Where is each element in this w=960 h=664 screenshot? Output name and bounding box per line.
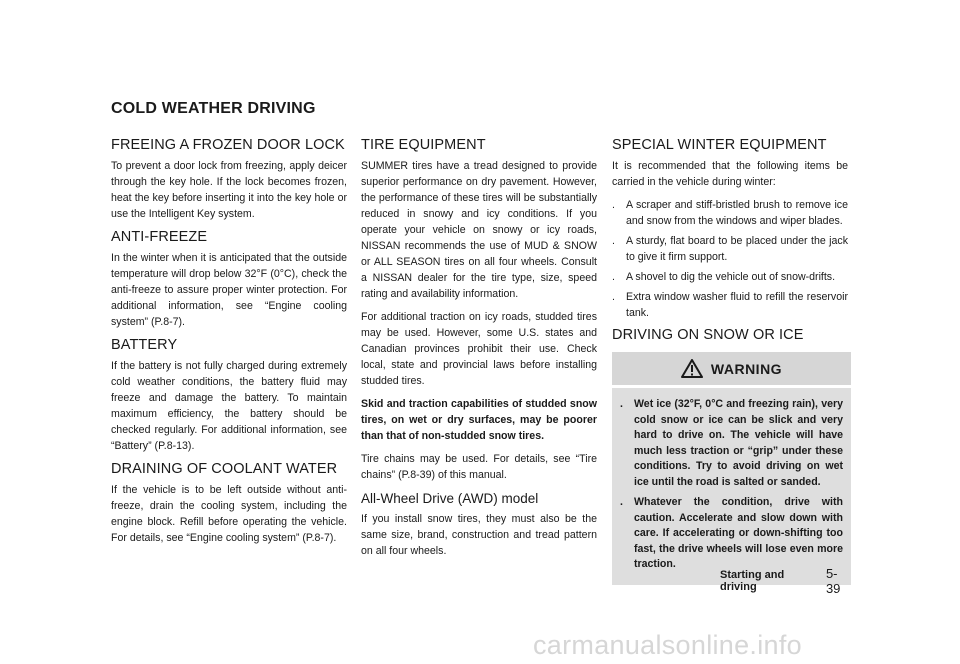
list-item-text: A scraper and stiff-bristled brush to remove ice and snow from the windows and wiper blades. (626, 199, 848, 227)
column-left (111, 137, 347, 553)
bullet-mark: . (620, 496, 623, 508)
heading-antifreeze: ANTI-FREEZE (111, 229, 208, 245)
heading-special-equipment: SPECIAL WINTER EQUIPMENT (612, 137, 827, 153)
warning-body (612, 388, 851, 585)
para-tire-2: For additional traction on icy roads, studded tires may be used. However, some U.S. states and Canadian provinces prohibit their use. Check local, state and provincial laws before installing studded tires. (361, 311, 597, 387)
heading-battery: BATTERY (111, 337, 178, 353)
warning-list (620, 397, 843, 573)
warning-label: WARNING (710, 360, 783, 377)
list-item-text: A shovel to dig the vehicle out of snow-drifts. (626, 271, 836, 283)
column-right (612, 137, 848, 585)
chapter-title: Starting and driving (720, 569, 785, 593)
warning-item-text: Whatever the condition, drive with caution. Accelerate and slow down with care. If accelerating or down-shifting too fast, the drive wheels will lose even more traction. (634, 496, 843, 570)
warning-item-text: Wet ice (32°F, 0°C and freezing rain), very cold snow or ice can be slick and very hard to drive on. The vehicle will have much less traction or “grip” under these conditions. Try to avoid driving on wet ice until the road is salted or sanded. (634, 398, 843, 488)
para-battery: If the battery is not fully charged during extremely cold weather conditions, the battery fluid may freeze and damage the battery. To maintain maximum efficiency, the battery should be checked regularly. For additional information, see “Battery” (P.8-13). (111, 360, 347, 452)
para-awd: If you install snow tires, they must also be the same size, brand, construction and tread pattern on all four wheels. (361, 513, 597, 557)
list-item (612, 197, 848, 229)
bullet-mark: . (612, 271, 615, 283)
list-item (612, 269, 848, 285)
para-antifreeze: In the winter when it is anticipated that the outside temperature will drop below 32°F (0°C), check the anti-freeze to assure proper winter protection. For additional information, see “Engine cooling system” (P.8-7). (111, 252, 347, 328)
para-coolant: If the vehicle is to be left outside without anti-freeze, drain the cooling system, including the engine block. Refill before operating the vehicle. For details, see “Engine cooling system” (P.8-7). (111, 484, 347, 544)
para-tire-3: Skid and traction capabilities of studded snow tires, on wet or dry surfaces, may be poorer than that of non-studded snow tires. (361, 398, 597, 442)
para-special: It is recommended that the following items be carried in the vehicle during winter: (612, 160, 848, 188)
bullet-mark: . (612, 235, 615, 247)
page-number: 5-39 (825, 566, 841, 596)
list-item (612, 233, 848, 265)
column-middle (361, 137, 597, 566)
list-item (612, 289, 848, 321)
list-item-text: A sturdy, flat board to be placed under the jack to give it firm support. (626, 235, 848, 263)
heading-door-lock: FREEING A FROZEN DOOR LOCK (111, 137, 345, 153)
watermark: carmanualsonline.info (533, 630, 802, 660)
warning-triangle-icon (681, 359, 703, 378)
heading-snow-ice: DRIVING ON SNOW OR ICE (612, 327, 804, 343)
heading-coolant: DRAINING OF COOLANT WATER (111, 461, 338, 477)
bullet-mark: . (612, 291, 615, 303)
warning-box (612, 352, 851, 585)
section-title: COLD WEATHER DRIVING (111, 100, 316, 117)
list-item-text: Extra window washer fluid to refill the reservoir tank. (626, 291, 848, 319)
page-footer (720, 566, 851, 596)
para-door-lock: To prevent a door lock from freezing, apply deicer through the key hole. If the lock becomes frozen, heat the key before inserting it into the key hole or use the Intelligent Key system. (111, 160, 347, 220)
bullet-mark: . (620, 398, 623, 410)
warning-header (612, 352, 851, 385)
para-tire-4: Tire chains may be used. For details, see “Tire chains” (P.8-39) of this manual. (361, 453, 597, 481)
bullet-mark: . (612, 199, 615, 211)
warning-item (620, 397, 843, 490)
warning-item (620, 495, 843, 573)
para-tire-1: SUMMER tires have a tread designed to provide superior performance on dry pavement. However, the performance of these tires will be substantially reduced in snowy and icy conditions. If you operate your vehicle on snowy or icy roads, NISSAN recommends the use of MUD & SNOW or ALL SEASON tires on all four wheels. Consult a NISSAN dealer for the tire type, size, speed rating and availability information. (361, 160, 597, 300)
heading-awd: All-Wheel Drive (AWD) model (361, 491, 539, 506)
equipment-list (612, 197, 848, 321)
heading-tire-equipment: TIRE EQUIPMENT (361, 137, 486, 153)
